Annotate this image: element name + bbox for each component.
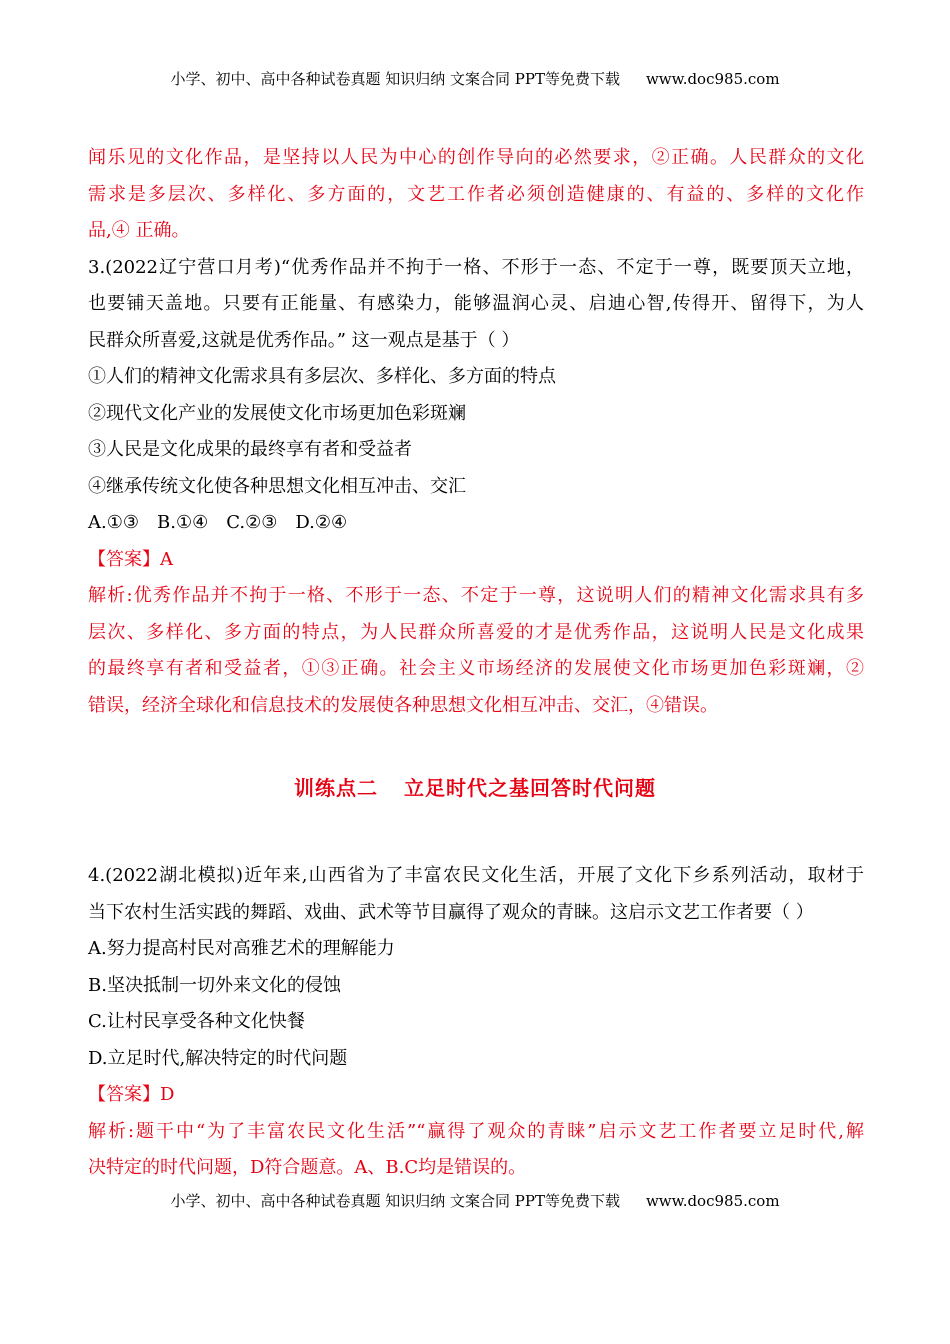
q3-answer: 【答案】A: [88, 548, 173, 570]
q4-option-c: C.让村民享受各种文化快餐: [88, 1011, 305, 1032]
q3-option-a: A.①③: [88, 512, 139, 533]
q4-option-d: D.立足时代,解决特定的时代问题: [88, 1047, 348, 1069]
prev-analysis-line: 需求是多层次、多样化、多方面的，文艺工作者必须创造健康的、有益的、多样的文化作: [88, 183, 864, 205]
q4-stem-line: 4.(2022湖北模拟)近年来,山西省为了丰富农民文化生活，开展了文化下乡系列活动，取材于: [88, 865, 864, 886]
question-4: [88, 858, 864, 1187]
q3-stem-line: 3.(2022辽宁营口月考)“优秀作品并不拘于一格、不形于一态、不定于一尊，既要顶天立地，: [88, 256, 864, 278]
q3-analysis-line: 的最终享有者和受益者，①③正确。社会主义市场经济的发展使文化市场更加色彩斑斓，②: [88, 658, 864, 679]
main-content: [88, 140, 864, 724]
q3-option-b: B.①④: [157, 512, 209, 533]
q3-statement: ②现代文化产业的发展使文化市场更加色彩斑斓: [88, 402, 466, 424]
prev-analysis-line: 品,④ 正确。: [88, 220, 190, 241]
q3-statement: ①人们的精神文化需求具有多层次、多样化、多方面的特点: [88, 366, 556, 387]
q3-analysis-line: 解析:优秀作品并不拘于一格、不形于一态、不定于一尊，这说明人们的精神文化需求具有多: [88, 585, 864, 606]
q4-analysis-line: 决特定的时代问题，D符合题意。A、B.C均是错误的。: [88, 1157, 527, 1178]
q3-statement: ④继承传统文化使各种思想文化相互冲击、交汇: [88, 475, 466, 497]
q3-stem-line: 民群众所喜爱,这就是优秀作品。” 这一观点是基于（ ）: [88, 329, 520, 351]
section-title-part1: 训练点二: [294, 776, 378, 800]
footer-text: 小学、初中、高中各种试卷真题 知识归纳 文案合同 PPT等免费下载: [170, 1192, 620, 1210]
footer-url[interactable]: www.doc985.com: [645, 1192, 780, 1210]
q4-analysis-line: 解析:题干中“为了丰富农民文化生活”“赢得了观众的青睐”启示文艺工作者要立足时代,解: [88, 1120, 864, 1142]
q3-analysis-line: 层次、多样化、多方面的特点，为人民群众所喜爱的才是优秀作品，这说明人民是文化成果: [88, 621, 864, 643]
section-title: [0, 772, 950, 801]
q4-stem-line: 当下农村生活实践的舞蹈、戏曲、武术等节目赢得了观众的青睐。这启示文艺工作者要（ ）: [88, 901, 814, 923]
q3-option-d: D.②④: [295, 512, 348, 533]
q4-option-b: B.坚决抵制一切外来文化的侵蚀: [88, 974, 341, 996]
section-title-part2: 立足时代之基回答时代问题: [404, 776, 656, 800]
q4-answer: 【答案】D: [88, 1084, 175, 1105]
header-text: 小学、初中、高中各种试卷真题 知识归纳 文案合同 PPT等免费下载: [170, 70, 620, 88]
page-header: [0, 68, 950, 89]
page-footer: [0, 1190, 950, 1211]
q3-options: [88, 505, 864, 542]
prev-analysis-line: 闻乐见的文化作品，是坚持以人民为中心的创作导向的必然要求，②正确。人民群众的文化: [88, 147, 864, 168]
q3-analysis-line: 错误，经济全球化和信息技术的发展使各种思想文化相互冲击、交汇，④错误。: [88, 694, 718, 716]
q3-option-c: C.②③: [226, 512, 278, 533]
q4-option-a: A.努力提高村民对高雅艺术的理解能力: [88, 938, 395, 959]
q3-stem-line: 也要铺天盖地。只要有正能量、有感染力，能够温润心灵、启迪心智,传得开、留得下，为人: [88, 293, 864, 314]
q3-statement: ③人民是文化成果的最终享有者和受益者: [88, 439, 412, 460]
header-url[interactable]: www.doc985.com: [645, 70, 780, 88]
